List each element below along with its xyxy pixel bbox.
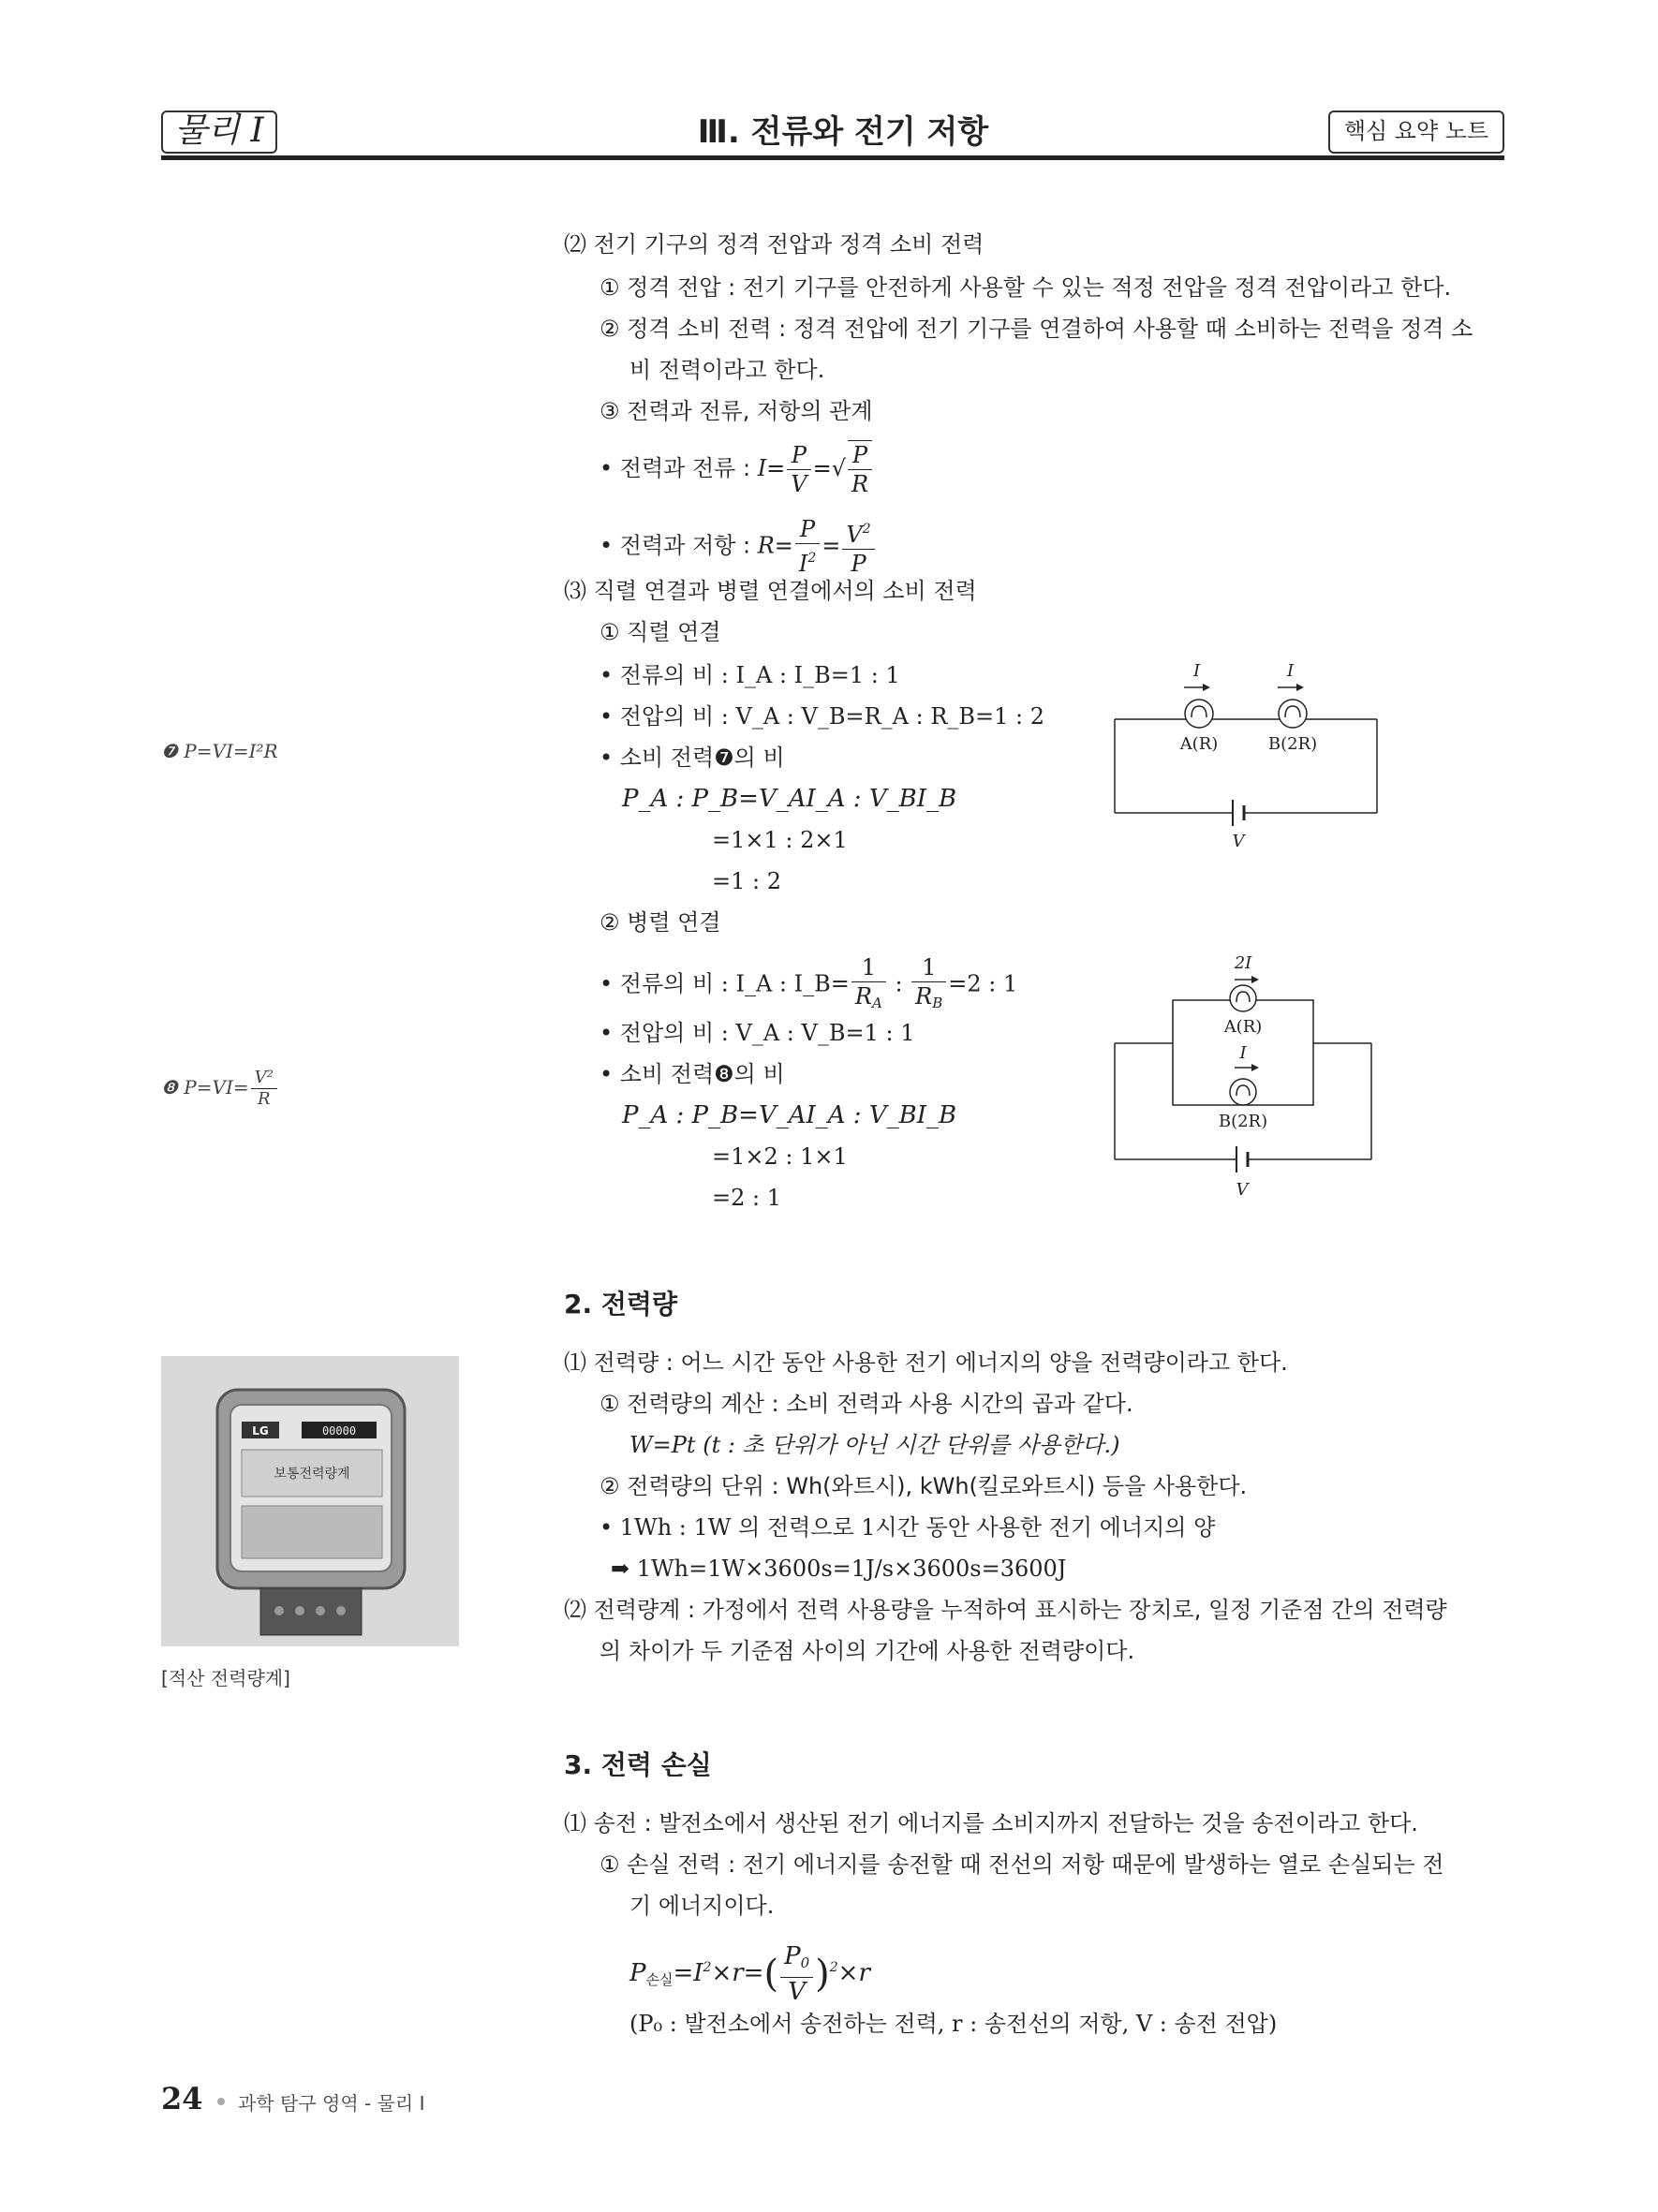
loss-item-1b: 기 에너지이다. xyxy=(629,1893,775,1919)
meter-def-b: 의 차이가 두 기준점 사이의 기간에 사용한 전력량이다. xyxy=(600,1638,1135,1664)
parallel-eq-1: P_A : P_B=V_AI_A : V_BI_B xyxy=(622,1101,957,1129)
svg-text:LG: LG xyxy=(252,1424,269,1438)
subject-badge: 물리 I xyxy=(161,111,277,154)
series-label-i1: I xyxy=(1193,661,1201,681)
footer-text: 과학 탐구 영역 - 물리 Ⅰ xyxy=(238,2092,425,2115)
energy-wh: • 1Wh : 1W 의 전력으로 1시간 동안 사용한 전기 에너지의 양 xyxy=(600,1514,1216,1541)
bulb-b-icon xyxy=(1279,700,1307,728)
chapter-title: Ⅲ. 전류와 전기 저항 xyxy=(697,113,989,151)
svg-text:보통전력량계: 보통전력량계 xyxy=(274,1467,350,1482)
loss-legend: (P₀ : 발전소에서 송전하는 전력, r : 송전선의 저항, V : 송전 전압) xyxy=(629,2011,1278,2037)
energy-def: ⑴ 전력량 : 어느 시간 동안 사용한 전기 에너지의 양을 전력량이라고 한다. xyxy=(564,1349,1288,1376)
sidenote-8: ❽ P=VI= $\frac{\text{V²}}{R}$ xyxy=(161,1068,279,1110)
watt-hour-meter-photo xyxy=(161,1356,459,1646)
series-label-v: V xyxy=(1232,832,1245,851)
page-number: 24 xyxy=(161,2081,203,2116)
bulb-a-icon xyxy=(1185,700,1213,728)
footer-dot xyxy=(217,2098,225,2105)
rated-item-1: ① 정격 전압 : 전기 기구를 안전하게 사용할 수 있는 적정 전압을 정격 전압이라고 한다. xyxy=(600,274,1452,301)
series-voltage: • 전압의 비 : V_A : V_B=R_A : R_B=1 : 2 xyxy=(600,703,1045,730)
loss-section-title: 3. 전력 손실 xyxy=(564,1749,712,1780)
par-label-a: A(R) xyxy=(1223,1017,1263,1037)
energy-wh-eq: ➡ 1Wh=1W×3600s=1J/s×3600s=3600J xyxy=(611,1556,1067,1582)
parallel-title: ② 병렬 연결 xyxy=(600,909,721,936)
note-badge: 핵심 요약 노트 xyxy=(1328,111,1504,154)
par-label-b: B(2R) xyxy=(1218,1112,1268,1131)
parallel-voltage: • 전압의 비 : V_A : V_B=1 : 1 xyxy=(600,1020,915,1046)
par-label-v: V xyxy=(1236,1180,1249,1200)
rated-item-2a: ② 정격 소비 전력 : 정격 전압에 전기 기구를 연결하여 사용할 때 소비하는 전력을 정격 소 xyxy=(600,316,1473,342)
relation-current: • 전력과 전류 : I= $\frac{P}{V}$ =√ $\frac{P}{R}$ xyxy=(600,440,874,498)
series-eq-2: =1×1 : 2×1 xyxy=(712,827,848,853)
relation-resistance: • 전력과 저항 : R= $\frac{P}{I^2}$ = $\frac{V^2}{P}$ xyxy=(600,515,877,578)
series-label-a: A(R) xyxy=(1179,734,1219,754)
series-eq-1: P_A : P_B=V_AI_A : V_BI_B xyxy=(622,785,957,813)
rated-item-2b: 비 전력이라고 한다. xyxy=(629,357,825,383)
series-title: ① 직렬 연결 xyxy=(600,619,721,645)
rated-item-3: ③ 전력과 전류, 저항의 관계 xyxy=(600,398,873,424)
series-power: • 소비 전력❼의 비 xyxy=(600,745,785,771)
energy-unit: ② 전력량의 단위 : Wh(와트시), kWh(킬로와트시) 등을 사용한다. xyxy=(600,1473,1248,1499)
meter-def-a: ⑵ 전력량계 : 가정에서 전력 사용량을 누적하여 표시하는 장치로, 일정 기준점 간의 전력량 xyxy=(564,1597,1447,1623)
loss-def: ⑴ 송전 : 발전소에서 생산된 전기 에너지를 소비지까지 전달하는 것을 송전이라고 한다. xyxy=(564,1810,1418,1836)
sidenote-7: ❼ P=VI=I²R xyxy=(161,740,278,762)
series-circuit-diagram xyxy=(1105,656,1386,852)
svg-text:00000: 00000 xyxy=(321,1424,357,1438)
loss-item-1a: ① 손실 전력 : 전기 에너지를 송전할 때 전선의 저항 때문에 발생하는 열로 손실되는 전 xyxy=(600,1851,1444,1878)
sp-title: ⑶ 직렬 연결과 병렬 연결에서의 소비 전력 xyxy=(564,578,977,604)
parallel-power: • 소비 전력❽의 비 xyxy=(600,1061,785,1087)
par-label-2i: 2I xyxy=(1234,953,1252,973)
parallel-eq-3: =2 : 1 xyxy=(712,1185,781,1211)
energy-calc: ① 전력량의 계산 : 소비 전력과 사용 시간의 곱과 같다. xyxy=(600,1391,1133,1417)
parallel-eq-2: =1×2 : 1×1 xyxy=(712,1143,848,1170)
header-rule xyxy=(161,155,1504,160)
photo-caption: [적산 전력량계] xyxy=(161,1667,290,1689)
par-label-i: I xyxy=(1239,1043,1247,1063)
series-label-i2: I xyxy=(1287,661,1295,681)
loss-equation: $P_{손실}=I^2\times r=$( $\frac{P_0}{V}$ )$^2$×r xyxy=(629,1942,870,2006)
energy-section-title: 2. 전력량 xyxy=(564,1289,678,1320)
energy-calc-eq: W=Pt (t : 초 단위가 아닌 시간 단위를 사용한다.) xyxy=(629,1432,1120,1458)
series-eq-3: =1 : 2 xyxy=(712,868,781,894)
parallel-circuit-diagram xyxy=(1105,946,1386,1208)
bulb-a-icon xyxy=(1230,985,1256,1011)
series-current: • 전류의 비 : I_A : I_B=1 : 1 xyxy=(600,662,900,688)
watt-hour-meter-icon xyxy=(161,1356,459,1646)
parallel-current: • 전류의 비 : I_A : I_B= $\frac{1}{R_A}$ : $\frac{1}{R_B}$ =2 : 1 xyxy=(600,954,1018,1011)
rated-title: ⑵ 전기 기구의 정격 전압과 정격 소비 전력 xyxy=(564,231,984,258)
bulb-b-icon xyxy=(1230,1079,1256,1105)
series-label-b: B(2R) xyxy=(1267,734,1318,754)
